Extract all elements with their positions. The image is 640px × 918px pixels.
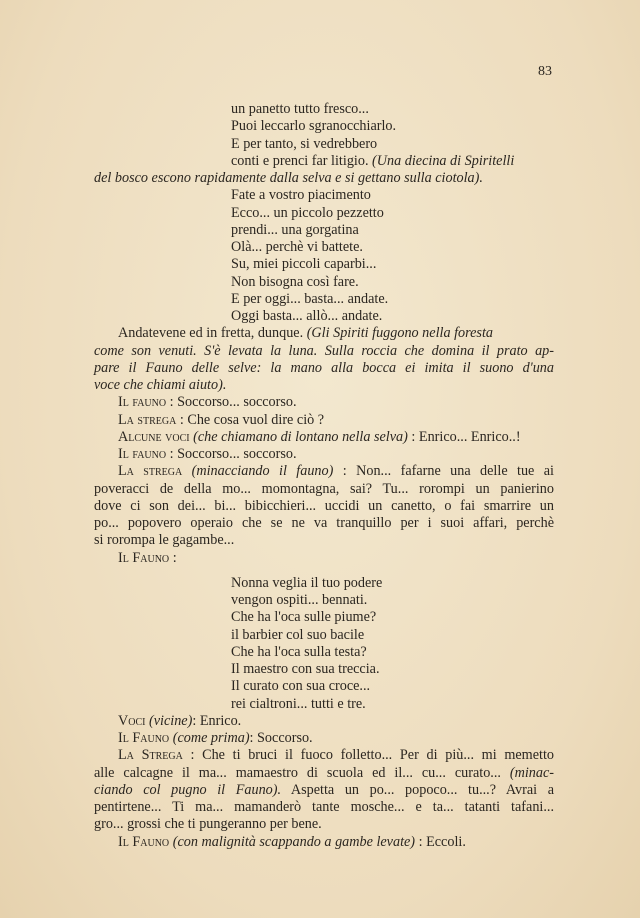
dialogue-text: alle calcagne il ma... mamaestro di scuola ed il... cu... curato...: [94, 764, 501, 781]
dialogue-line: Il Fauno :: [118, 549, 177, 566]
verse-line: Olà... perchè vi battete.: [231, 239, 363, 255]
verse-line: Oggi basta... allò... andate.: [231, 308, 383, 324]
prose-text: Andatevene ed in fretta, dunque.: [118, 325, 304, 342]
stage-direction: (come prima): [172, 730, 250, 746]
speaker-name: La strega: [118, 411, 177, 428]
dialogue-line: Alcune voci (che chiamano di lontano nella selva) : Enrico... Enrico..!: [118, 428, 521, 445]
song-line: il barbier col suo bacile: [231, 626, 365, 643]
speaker-name: Il Fauno: [118, 833, 170, 850]
verse-line: Fate a vostro piacimento: [231, 187, 371, 204]
dialogue-line: La Strega : Che ti bruci il fuoco folletto... Per di più... mi memetto: [118, 747, 554, 764]
dialogue-line: po... popovero operaio che se ne va tranquillo per i suoi affari, perchè: [94, 515, 554, 531]
speaker-name: Alcune voci: [118, 428, 190, 445]
dialogue-line: Il fauno : Soccorso... soccorso.: [118, 394, 297, 411]
stage-direction: (Gli Spiriti fuggono nella foresta: [306, 325, 493, 342]
stage-direction: (con malignità scappando a gambe levate): [172, 833, 416, 850]
speaker-name: Il Fauno: [118, 549, 170, 566]
dialogue-line: dove ci son dei... bi... bibicchieri... uccidi un canetto, o fai smarrire un: [94, 497, 554, 514]
verse-line: Non bisogna così fare.: [231, 273, 359, 290]
verse-line: Ecco... un piccolo pezzetto: [231, 204, 384, 221]
stage-direction: (che chiamano di lontano nella selva): [193, 428, 408, 445]
stage-direction: (vicine): [149, 712, 193, 729]
stage-direction-line: [94, 170, 554, 187]
verse-line: un panetto tutto fresco...: [231, 101, 369, 117]
paragraph-line: [94, 360, 554, 377]
verse-line: [94, 153, 554, 170]
dialogue-text: Aspetta un po... popoco... tu...? Avrai a: [290, 781, 555, 798]
stage-direction: (minac-: [509, 764, 555, 781]
paragraph-line: [94, 343, 554, 360]
stage-direction: pare il Fauno delle selve: la mano alla bocca ei imita il suono d'una: [94, 359, 554, 376]
dialogue-line: Voci (vicine): Enrico.: [118, 712, 242, 729]
dialogue-text: Enrico... Enrico..!: [418, 428, 521, 445]
stage-direction: come son venuti. S'è levata la luna. Sulla roccia che domina il prato ap-: [94, 342, 554, 359]
stage-direction: (minacciando il fauno): [191, 463, 334, 480]
dialogue-line: pentirtene... Ti ma... mamanderò tante mosche... e ta... tatanti tafani...: [94, 799, 554, 815]
dialogue-line: poveracci de della mo... momontagna, sai? Tu... rorompi un panierino: [94, 480, 554, 497]
speaker-name: Il Fauno: [118, 730, 170, 746]
verse-line: Puoi leccarlo sgranocchiarlo.: [231, 118, 397, 135]
dialogue-line: si rorompa le gagambe...: [94, 532, 235, 549]
dialogue-line: [94, 765, 554, 782]
page-text: [94, 101, 554, 851]
speaker-name: Il fauno: [118, 394, 167, 411]
verse-line: E per oggi... basta... andate.: [231, 290, 389, 307]
dialogue-line: [94, 782, 554, 799]
dialogue-line: La strega (minacciando il fauno) : Non... fafarne una delle tue ai: [118, 463, 554, 480]
dialogue-line: Il fauno : Soccorso... soccorso.: [118, 446, 297, 462]
dialogue-text: Che ti bruci il fuoco folletto... Per di più... mi memetto: [202, 747, 554, 764]
dialogue-line: Il Fauno (con malignità scappando a gambe levate) : Eccoli.: [118, 833, 466, 850]
song-line: Il curato con sua croce...: [231, 678, 371, 695]
verse-line: prendi... una gorgatina: [231, 221, 359, 238]
stage-direction: ciando col pugno il Fauno).: [94, 781, 282, 798]
paragraph-line: [94, 377, 554, 394]
speaker-name: Il fauno: [118, 446, 167, 462]
dialogue-line: La strega : Che cosa vuol dire ciò ?: [118, 411, 325, 428]
song-line: Che ha l'oca sulle piume?: [231, 609, 377, 626]
dialogue-text: Eccoli.: [426, 833, 466, 850]
speaker-name: La strega: [118, 463, 183, 480]
dialogue-text: Che cosa vuol dire ciò ?: [187, 411, 325, 428]
dialogue-text: Soccorso... soccorso.: [177, 446, 297, 462]
dialogue-line: gro... grossi che ti pungeranno per bene.: [94, 816, 322, 833]
stage-direction: (Una diecina di Spiritelli: [372, 152, 515, 169]
stage-direction: del bosco escono rapidamente dalla selva e si gettano sulla ciotola).: [94, 170, 483, 186]
song-line: Il maestro con sua treccia.: [231, 661, 380, 677]
dialogue-line: Il Fauno (come prima): Soccorso.: [118, 730, 313, 746]
song-line: Che ha l'oca sulla testa?: [231, 643, 367, 660]
stage-direction: voce che chiami aiuto).: [94, 377, 227, 393]
dialogue-text: Non... fafarne una delle tue ai: [356, 463, 554, 480]
dialogue-text: Soccorso.: [257, 730, 313, 746]
verse-text: conti e prenci far litigio.: [231, 152, 369, 169]
dialogue-text: Enrico.: [199, 712, 242, 729]
paragraph-line: [94, 325, 554, 342]
song-line: Nonna veglia il tuo podere: [231, 574, 383, 591]
song-line: rei cialtroni... tutti e tre.: [231, 695, 366, 712]
speaker-name: Voci: [118, 712, 146, 729]
page-number: 83: [538, 64, 552, 79]
song-line: vengon ospiti... bennati.: [231, 592, 368, 608]
speaker-name: La Strega: [118, 747, 183, 764]
dialogue-text: Soccorso... soccorso.: [177, 394, 297, 411]
verse-line: Su, miei piccoli caparbi...: [231, 256, 377, 273]
verse-line: E per tanto, si vedrebbero: [231, 135, 378, 152]
